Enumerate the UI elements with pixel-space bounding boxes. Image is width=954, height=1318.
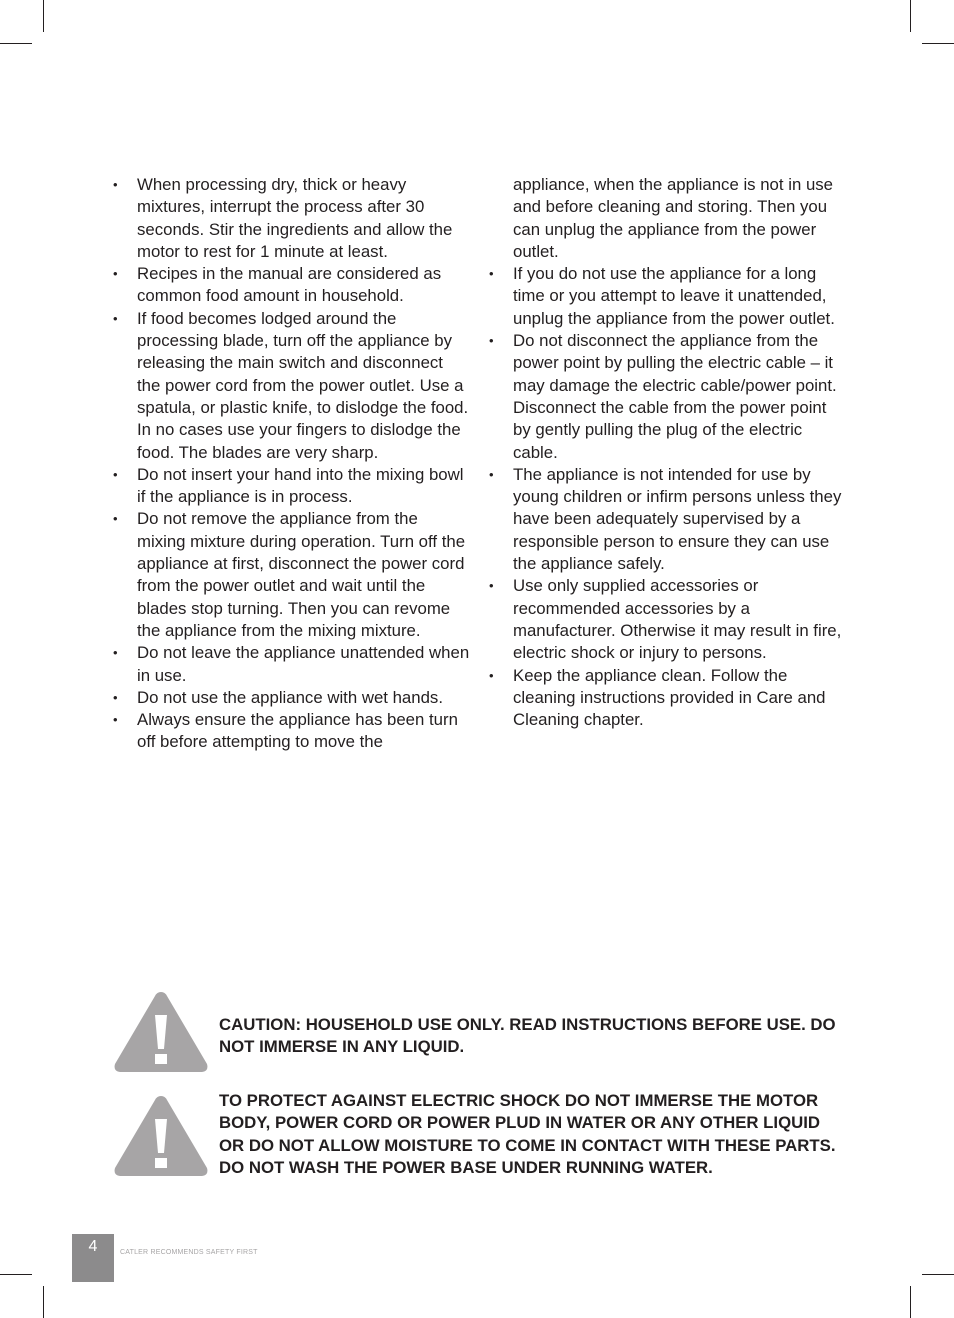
right-column [486,174,846,731]
list-item [486,330,846,464]
page-number: 4 [72,1234,114,1282]
bullet: • [113,466,118,482]
caution-electric-shock: TO PROTECT AGAINST ELECTRIC SHOCK DO NOT IMMERSE THE MOTOR BODY, POWER CORD OR POWER PLUD IN WATER OR ANY OTHER LIQUID OR DO NOT ALLOW MOISTURE TO COME IN CONTACT WITH THESE PARTS. DO NOT WASH THE POWER BASE UNDER RUNNING WATER. [219,1091,836,1177]
bullet: • [113,712,118,728]
list-item-text: Use only supplied accessories or recommended accessories by a manufacturer. Otherwise it may result in fire, electric shock or injury to persons. [513,576,842,663]
bullet: • [113,511,118,527]
crop-mark [910,1286,911,1318]
list-item [110,464,470,509]
list-item-text: The appliance is not intended for use by young children or infirm persons unless they have been adequately supervised by a responsible person to ensure they can use the appliance safely. [513,464,842,574]
running-footer: CATLER RECOMMENDS SAFETY FIRST [120,1249,258,1256]
crop-mark [43,0,44,32]
crop-mark [43,1286,44,1318]
list-item-text: Do not leave the appliance unattended when in use. [137,643,470,685]
list-item-text: Do not remove the appliance from the mixing mixture during operation. Turn off the appliance at first, disconnect the power cord from the power outlet and wait until the blades stop turning. Then you can revome the appliance from the mixing mixture. [137,509,466,640]
bullet: • [113,645,118,661]
warning-triangle-icon [112,1092,210,1178]
bullet: • [489,333,494,349]
bullet: • [113,310,118,326]
list-item-text: Always ensure the appliance has been turn off before attempting to move the [137,710,458,752]
list-item-text: Recipes in the manual are considered as common food amount in household. [137,264,442,306]
bullet: • [113,689,118,705]
list-item [486,575,846,664]
bullet: • [113,177,118,192]
bullet: • [489,578,494,594]
bullet: • [113,266,118,282]
list-item-text: If food becomes lodged around the processing blade, turn off the appliance by releasing the main switch and disconnect the power cord from the power outlet. Use a spatula, or plastic knife, to dislodge the food. In no cases use your fingers to dislodge the food. The blades are very sharp. [137,308,469,462]
list-item-text: If you do not use the appliance for a long time or you attempt to leave it unattended, unplug the appliance from the power outlet. [513,264,835,328]
list-item [486,665,846,732]
bullet-list-left [110,174,470,754]
warning-triangle-icon [112,988,210,1074]
list-item [486,464,846,575]
list-item [110,174,470,263]
left-column [110,174,470,754]
list-item-text: Keep the appliance clean. Follow the cleaning instructions provided in Care and Cleaning chapter. [513,665,826,730]
crop-mark [0,43,32,44]
list-item [110,687,470,709]
list-item-text: Do not insert your hand into the mixing bowl if the appliance is in process. [137,464,464,507]
list-item [110,508,470,642]
crop-mark [922,43,954,44]
crop-mark [0,1274,32,1275]
bullet: • [489,466,494,482]
list-item [486,263,846,330]
list-item-text: Do not use the appliance with wet hands. [137,687,443,707]
list-item-continuation: appliance, when the appliance is not in use and before cleaning and storing. Then you can unplug the appliance from the power outlet. [513,175,833,261]
crop-mark [922,1274,954,1275]
list-item-text: Do not disconnect the appliance from the power point by pulling the electric cable – it may damage the electric cable/power point. Disconnect the cable from the power point by gently pulling the plug of the electric cable. [513,331,837,462]
list-item-text: When processing dry, thick or heavy mixtures, interrupt the process after 30 seconds. Stir the ingredients and allow the motor to rest for 1 minute at least. [137,175,453,261]
list-item [110,709,470,754]
bullet: • [489,667,494,683]
list-item [110,263,470,308]
list-item [110,642,470,687]
caution-household-use: CAUTION: HOUSEHOLD USE ONLY. READ INSTRUCTIONS BEFORE USE. DO NOT IMMERSE IN ANY LIQUID. [219,1015,836,1057]
list-item [110,308,470,464]
bullet: • [489,266,494,282]
crop-mark [910,0,911,32]
bullet-list-right [486,263,846,731]
